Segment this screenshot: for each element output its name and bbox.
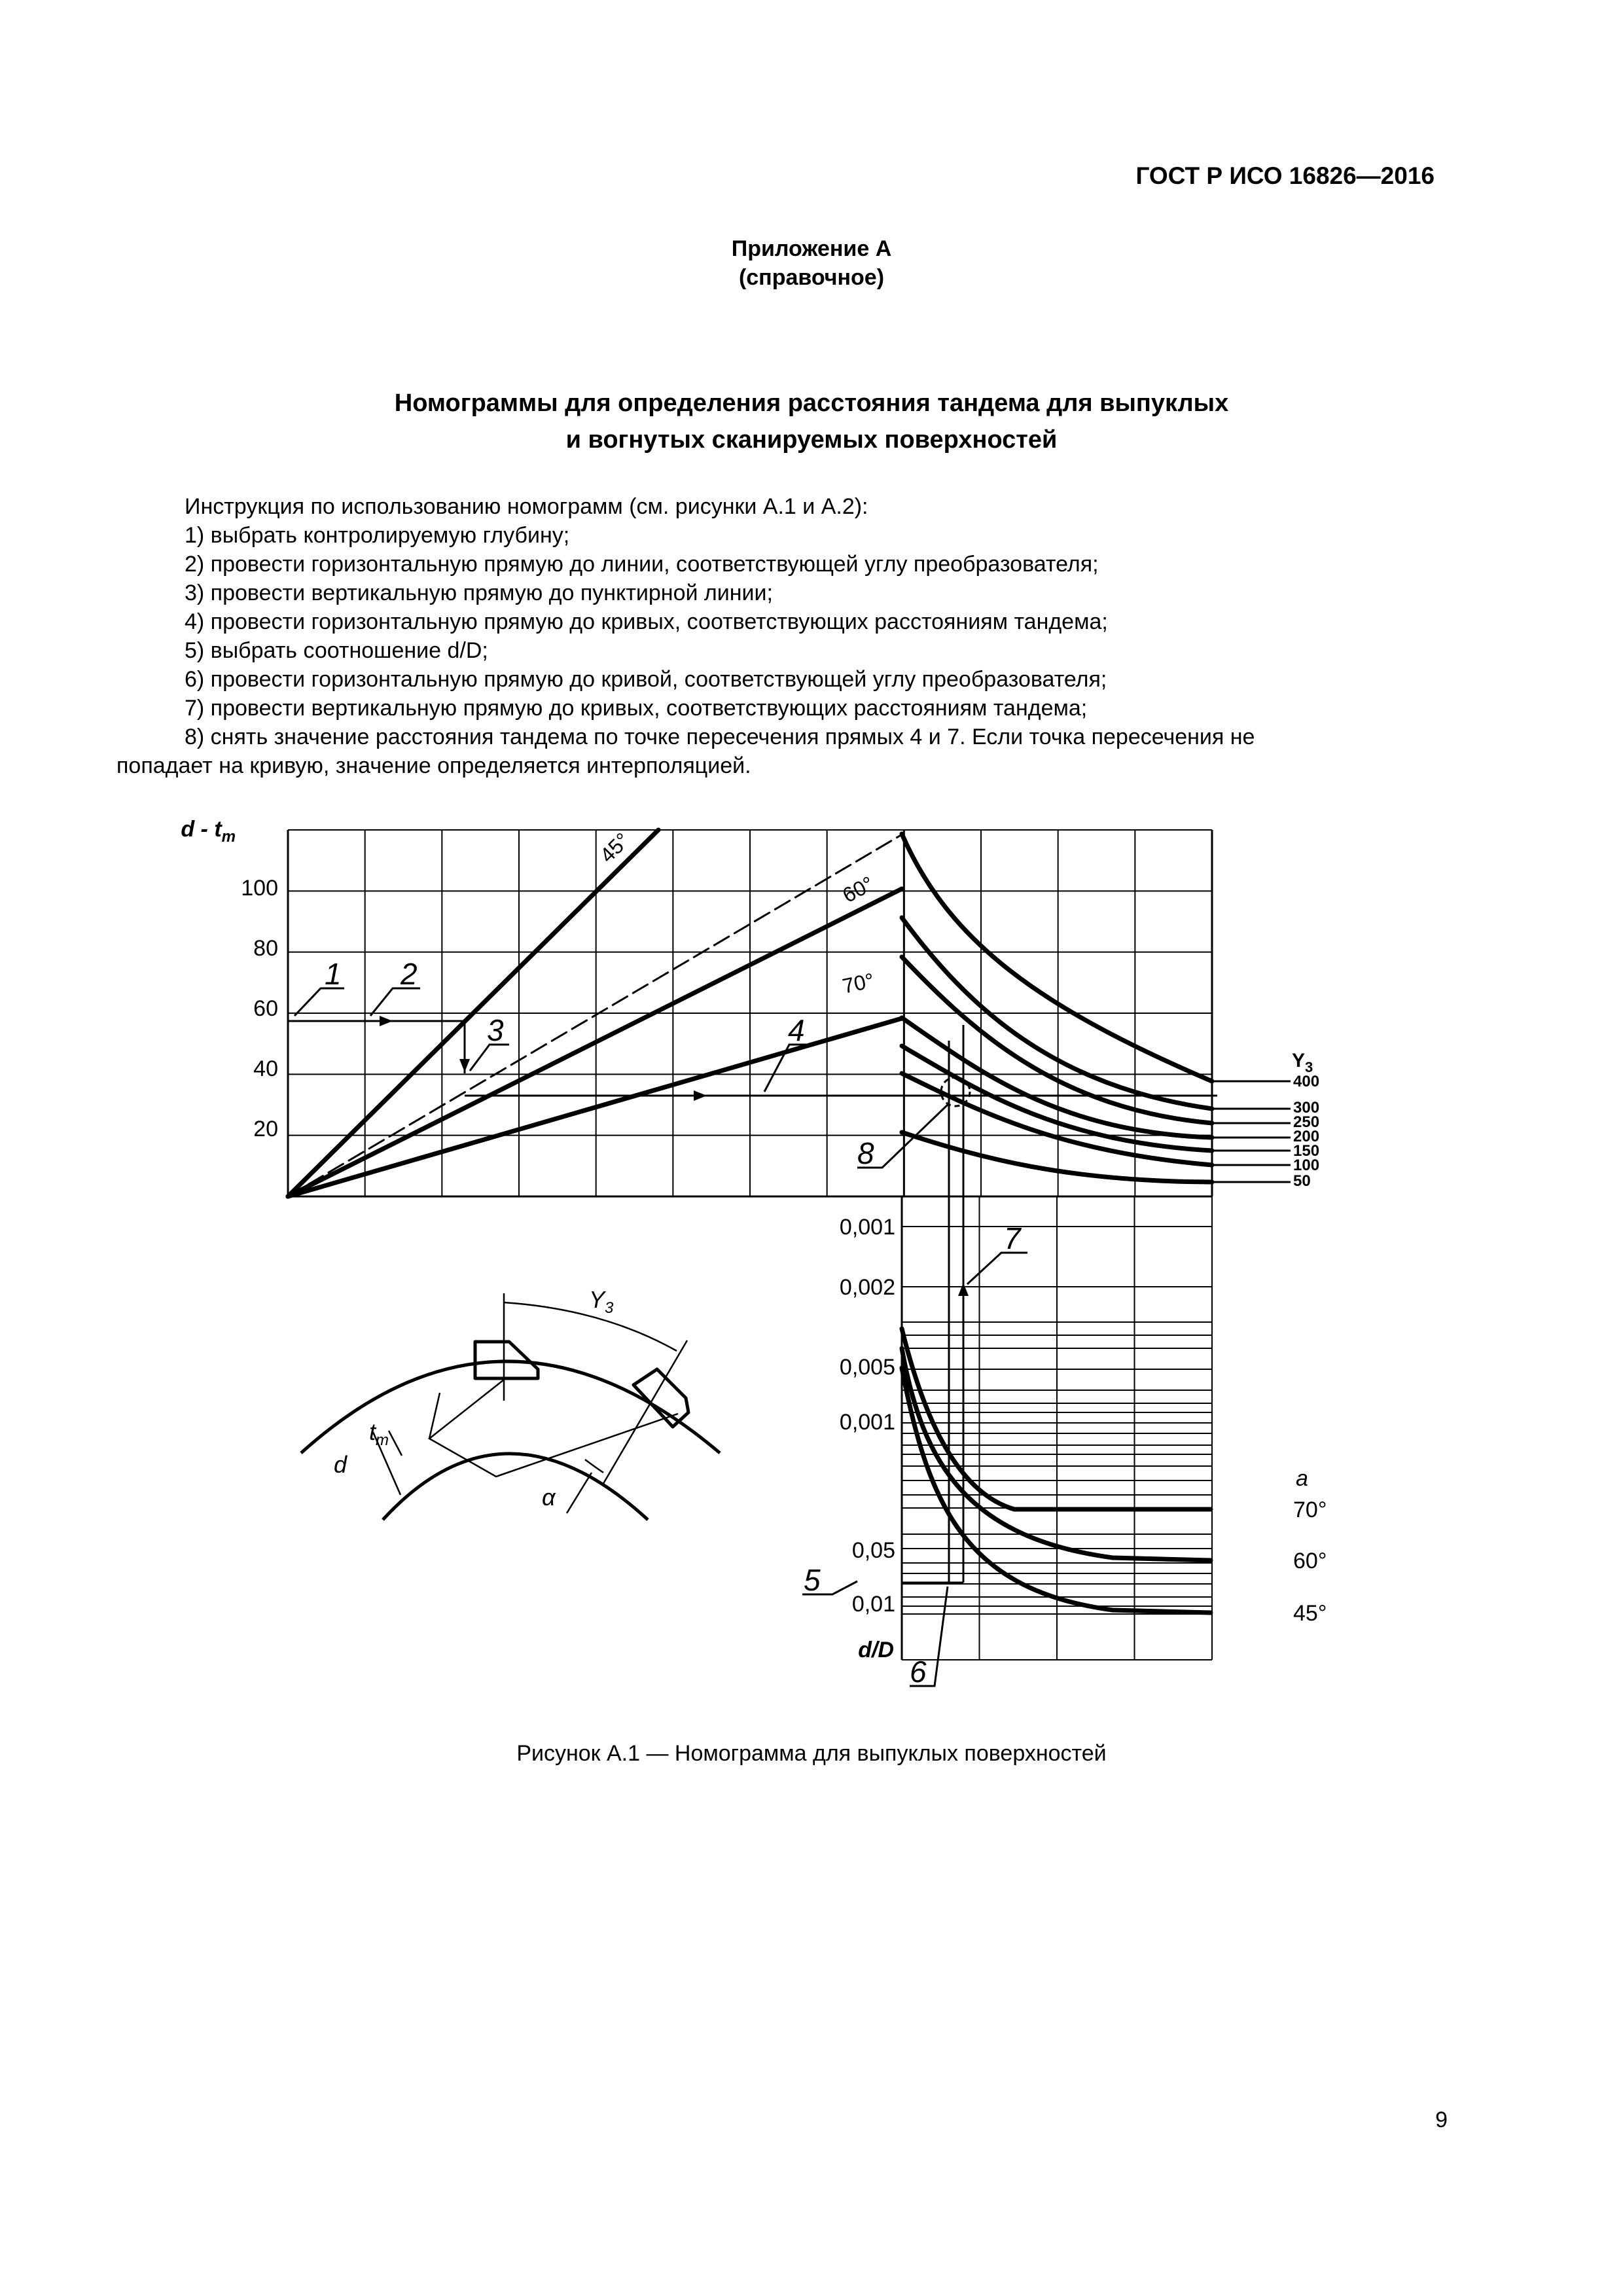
annex-heading	[0, 234, 1623, 292]
callout-leaders	[294, 988, 1027, 1686]
instruction-step: 6) провести горизонтальную прямую до кривой, соответствующей углу преобразователя;	[185, 667, 1107, 692]
arrowheads	[380, 1016, 969, 1296]
callout-5: 5	[804, 1563, 821, 1597]
instructions	[116, 492, 1442, 780]
alpha-arc	[585, 1460, 603, 1473]
lower-tick: 0,005	[839, 1355, 895, 1380]
tm-dim	[389, 1431, 402, 1456]
callout-3-leader	[470, 1045, 509, 1071]
callout-2-leader	[370, 988, 420, 1016]
lower-tick: 0,001	[839, 1410, 895, 1435]
sketch-y3-sub: 3	[605, 1299, 614, 1317]
label-45deg: 45°	[595, 828, 635, 867]
lower-axis-label: d/D	[858, 1638, 894, 1662]
callout-3: 3	[487, 1013, 504, 1047]
arrow-step3	[459, 1059, 470, 1072]
callout-8: 8	[857, 1136, 874, 1170]
callout-1-leader	[294, 988, 344, 1016]
y3-header	[1292, 1050, 1313, 1075]
y3-header-main: Y	[1292, 1050, 1306, 1071]
page-number: 9	[1435, 2108, 1448, 2132]
y3-leaders	[1212, 1081, 1291, 1182]
y3-value-150: 150	[1293, 1142, 1320, 1160]
y3-value-100: 100	[1293, 1157, 1320, 1174]
arrow-step7	[958, 1283, 969, 1296]
nomogram-figure	[181, 812, 1374, 1708]
outer-arc	[301, 1361, 720, 1453]
sketch-y3-label	[589, 1286, 614, 1317]
title-line-1: Номограммы для определения расстояния тандема для выпуклых	[394, 389, 1229, 417]
alpha-value-70: 70°	[1293, 1498, 1327, 1522]
title-line-2: и вогнутых сканируемых поверхностей	[565, 426, 1058, 454]
y3-value-50: 50	[1293, 1172, 1311, 1190]
alpha-value-45: 45°	[1293, 1601, 1327, 1626]
inner-arc	[383, 1454, 648, 1520]
lower-tick: 0,002	[839, 1275, 895, 1300]
instruction-step: 8) снять значение расстояния тандема по точке пересечения прямых 4 и 7. Если точка пересечения не	[185, 725, 1255, 749]
callout-4: 4	[788, 1013, 805, 1047]
upper-y-tick: 80	[253, 936, 278, 961]
upper-y-tick: 20	[253, 1117, 278, 1141]
alpha-header: a	[1296, 1466, 1308, 1491]
figure-caption: Рисунок А.1 — Номограмма для выпуклых поверхностей	[516, 1741, 1107, 1766]
document-code: ГОСТ Р ИСО 16826—2016	[1135, 162, 1435, 189]
alpha-scale	[1293, 1466, 1327, 1626]
callout-7-leader	[967, 1253, 1027, 1284]
label-70deg: 70°	[840, 968, 876, 998]
y3-value-200: 200	[1293, 1128, 1320, 1145]
lower-tick: 0,001	[839, 1215, 895, 1240]
sketch-y3-main: Y	[589, 1286, 605, 1313]
instruction-step: 5) выбрать соотношение d/D;	[185, 638, 488, 663]
callout-6: 6	[910, 1655, 927, 1689]
annex-type: (справочное)	[738, 265, 885, 290]
line-60deg	[288, 889, 902, 1196]
arrow-step4	[694, 1090, 707, 1101]
y3-radial-right	[602, 1340, 687, 1486]
y3-value-300: 300	[1293, 1099, 1320, 1117]
lower-axis-labels	[840, 1215, 895, 1662]
alpha-leader	[567, 1473, 592, 1513]
y3-header-sub: 3	[1305, 1059, 1313, 1075]
instruction-step: 2) провести горизонтальную прямую до линии, соответствующей углу преобразователя;	[185, 552, 1099, 577]
sketch-rays	[373, 1293, 687, 1513]
sketch-tm-sub: m	[376, 1431, 389, 1449]
sketch-d-label: d	[334, 1451, 348, 1478]
annex-label: Приложение А	[731, 236, 892, 261]
sketch-alpha-label: α	[542, 1484, 556, 1511]
arrow-step2	[380, 1016, 393, 1026]
callout-2: 2	[401, 957, 418, 991]
upper-y-tick: 60	[253, 996, 278, 1021]
upper-y-tick: 100	[241, 876, 278, 901]
y3-value-250: 250	[1293, 1113, 1320, 1131]
upper-y-label	[181, 817, 236, 846]
instructions-intro: Инструкция по использованию номограмм (см. рисунки А.1 и А.2):	[185, 494, 868, 519]
instruction-step: 7) провести вертикальную прямую до кривых, соответствующих расстояниям тандема;	[185, 696, 1088, 721]
y3-value-400: 400	[1293, 1073, 1320, 1090]
instruction-step: 1) выбрать контролируемую глубину;	[185, 523, 570, 548]
annex-title	[0, 385, 1623, 458]
upper-y-label-sub: m	[221, 828, 236, 846]
callout-1: 1	[325, 957, 342, 991]
transducer-sketch	[301, 1342, 720, 1520]
upper-y-tick: 40	[253, 1056, 278, 1081]
callout-7: 7	[1004, 1221, 1021, 1255]
lower-tick: 0,05	[851, 1538, 895, 1563]
lower-tick: 0,01	[851, 1592, 895, 1617]
sketch-tm-main: t	[369, 1418, 376, 1445]
upper-y-label-main: d - t	[181, 817, 222, 842]
label-60deg: 60°	[838, 871, 878, 908]
instruction-step-8-continuation: попадает на кривую, значение определяется интерполяцией.	[116, 753, 751, 778]
construction-lines	[288, 1021, 1217, 1583]
alpha-value-60: 60°	[1293, 1549, 1327, 1573]
instruction-step: 3) провести вертикальную прямую до пунктирной линии;	[185, 581, 773, 605]
y3-scale	[1292, 1050, 1319, 1190]
sketch-tm-label	[369, 1418, 389, 1449]
instruction-step: 4) провести горизонтальную прямую до кривых, соответствующих расстояниям тандема;	[185, 609, 1108, 634]
upper-axis-labels	[181, 817, 278, 1141]
